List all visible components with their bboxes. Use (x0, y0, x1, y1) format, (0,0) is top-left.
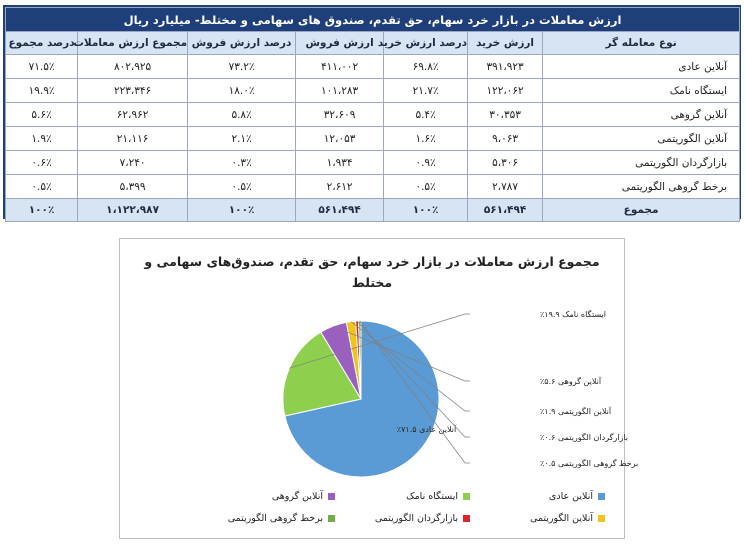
table-row (6, 103, 740, 127)
table-cell: ۰.۹٪ (384, 151, 468, 175)
table-cell: ۵۶۱،۴۹۴ (468, 199, 543, 222)
table-row (6, 127, 740, 151)
legend-label: آنلاین عادی (548, 491, 593, 502)
row-label: آنلاین گروهی (543, 103, 740, 127)
legend-label: آنلاین گروهی (271, 491, 323, 502)
trading-value-table (3, 5, 741, 219)
table-cell: ۲۱،۱۱۶ (78, 127, 188, 151)
legend-swatch (328, 493, 335, 500)
legend-label: آنلاین الگوریتمی (529, 513, 593, 524)
row-label: آنلاین الگوریتمی (543, 127, 740, 151)
table-title: ارزش معاملات در بازار خرد سهام، حق تقدم، صندوق های سهامی و مختلط- میلیارد ریال (6, 8, 740, 32)
data-table (5, 7, 740, 222)
table-cell: ۵.۶٪ (6, 103, 78, 127)
table-cell: ۱۰۰٪ (6, 199, 78, 222)
legend-item (272, 491, 335, 502)
table-cell: ۷۱.۵٪ (6, 55, 78, 79)
table-cell: ۶۹.۸٪ (384, 55, 468, 79)
legend-swatch (463, 493, 470, 500)
total-row (6, 199, 740, 222)
table-cell: ۱،۱۲۲،۹۸۷ (78, 199, 188, 222)
row-label: آنلاین عادی (543, 55, 740, 79)
row-label: ایستگاه نامک (543, 79, 740, 103)
legend-item (530, 513, 605, 524)
legend-item (406, 491, 470, 502)
table-cell: ۵۶۱،۴۹۴ (296, 199, 384, 222)
table-cell: ۱،۹۳۴ (296, 151, 384, 175)
legend-label: ایستگاه نامک (406, 491, 458, 502)
column-header-buy-percent: درصد ارزش خرید (384, 32, 468, 55)
table-cell: ۵،۳۹۹ (78, 175, 188, 199)
row-label: برخط گروهی الگوریتمی (543, 175, 740, 199)
table-cell: ۲۱.۷٪ (384, 79, 468, 103)
table-cell: ۱۰۰٪ (384, 199, 468, 222)
table-cell: ۷۳.۲٪ (188, 55, 296, 79)
table-cell: ۱۲،۰۵۳ (296, 127, 384, 151)
legend-item (228, 513, 335, 524)
slice-data-label: ایستگاه نامک ۱۹.۹٪ (540, 310, 606, 319)
table-row (6, 175, 740, 199)
table-cell: ۱۹.۹٪ (6, 79, 78, 103)
legend-swatch (463, 515, 470, 522)
table-cell: ۰.۳٪ (188, 151, 296, 175)
legend-swatch (598, 493, 605, 500)
table-cell: ۱.۶٪ (384, 127, 468, 151)
table-cell: ۰.۵٪ (6, 175, 78, 199)
table-row (6, 55, 740, 79)
table-cell: ۵.۸٪ (188, 103, 296, 127)
table-cell: ۴۱۱،۰۰۲ (296, 55, 384, 79)
table-cell: ۱.۹٪ (6, 127, 78, 151)
table-cell: ۱۸.۰٪ (188, 79, 296, 103)
chart-legend (215, 491, 605, 535)
legend-item (375, 513, 470, 524)
legend-swatch (328, 515, 335, 522)
pie-chart-panel (119, 238, 639, 539)
column-header-sell-value: ارزش فروش (296, 32, 384, 55)
column-header-total-value: مجموع ارزش معاملات (78, 32, 188, 55)
table-cell: ۱۲۲،۰۶۲ (468, 79, 543, 103)
slice-data-label: آنلاین الگوریتمی ۱.۹٪ (540, 407, 612, 416)
total-label: مجموع (543, 199, 740, 222)
table-cell: ۸۰۲،۹۲۵ (78, 55, 188, 79)
table-cell: ۲۲۳،۳۴۶ (78, 79, 188, 103)
legend-label: بازارگردان الگوریتمی (374, 513, 458, 524)
slice-data-label: برخط گروهی الگوریتمی ۰.۵٪ (540, 459, 639, 468)
pie-chart (120, 239, 639, 489)
table-cell: ۵،۳۰۶ (468, 151, 543, 175)
table-cell: ۰.۶٪ (6, 151, 78, 175)
table-cell: ۳۰،۳۵۳ (468, 103, 543, 127)
slice-data-label: بازارگردان الگوریتمی ۰.۶٪ (540, 433, 629, 442)
table-cell: ۷،۲۴۰ (78, 151, 188, 175)
column-header-buy-value: ارزش خرید (468, 32, 543, 55)
table-cell: ۱۰۱،۲۸۳ (296, 79, 384, 103)
chart-title: مجموع ارزش معاملات در بازار خرد سهام، حق تقدم، صندوق‌های سهامی و مختلط (144, 254, 600, 290)
column-header-trader-type: نوع معامله گر (543, 32, 740, 55)
column-header-sell-percent: درصد ارزش فروش (188, 32, 296, 55)
table-cell: ۵.۴٪ (384, 103, 468, 127)
legend-swatch (598, 515, 605, 522)
legend-label: برخط گروهی الگوریتمی (227, 513, 323, 524)
table-cell: ۲،۷۸۷ (468, 175, 543, 199)
table-cell: ۹،۰۶۳ (468, 127, 543, 151)
legend-item (549, 491, 605, 502)
table-cell: ۲.۱٪ (188, 127, 296, 151)
table-row (6, 79, 740, 103)
table-cell: ۰.۵٪ (384, 175, 468, 199)
slice-data-label: آنلاین گروهی ۵.۶٪ (540, 377, 602, 386)
table-cell: ۳۲،۶۰۹ (296, 103, 384, 127)
table-row (6, 151, 740, 175)
table-cell: ۲،۶۱۲ (296, 175, 384, 199)
table-cell: ۳۹۱،۹۲۳ (468, 55, 543, 79)
table-cell: ۱۰۰٪ (188, 199, 296, 222)
column-header-total-percent: درصد مجموع (6, 32, 78, 55)
table-cell: ۰.۵٪ (188, 175, 296, 199)
slice-data-label: آنلاین عادی ۷۱.۵٪ (396, 424, 457, 434)
row-label: بازارگردان الگوریتمی (543, 151, 740, 175)
table-cell: ۶۲،۹۶۲ (78, 103, 188, 127)
